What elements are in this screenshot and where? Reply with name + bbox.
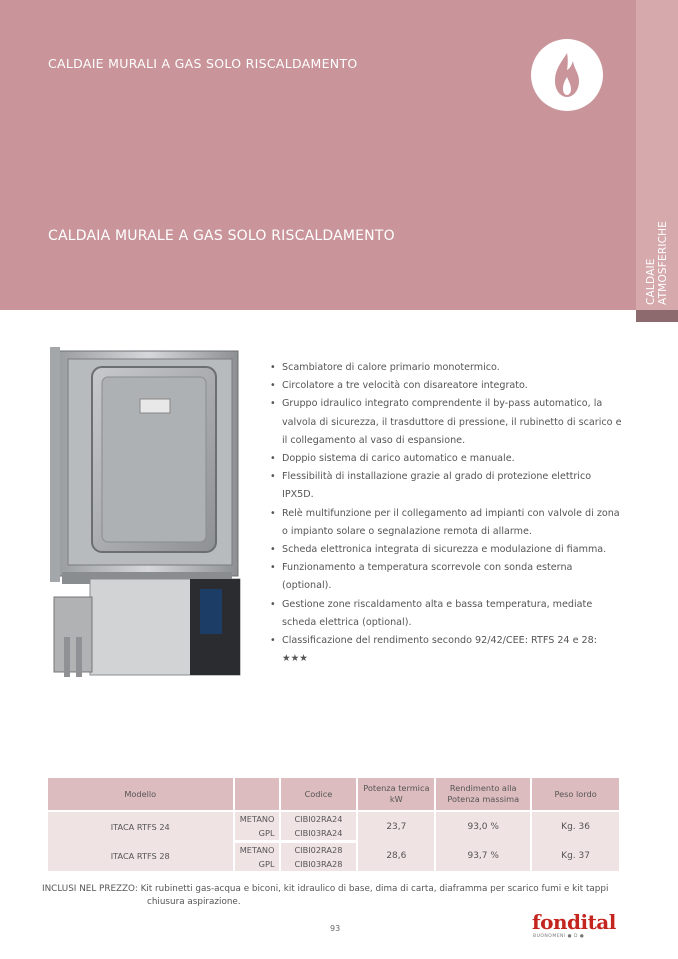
product-title: CALDAIA MURALE A GAS SOLO RISCALDAMENTO (48, 228, 395, 244)
brand-logo: fondital (532, 910, 616, 934)
brand-tagline: BUONOMENI ● D ● (533, 934, 585, 939)
power-cell: 28,6 (357, 842, 435, 872)
table-row (48, 842, 620, 858)
feature-item: • Classificazione del rendimento secondo 92/42/CEE: RTFS 24 e 28: ★★★ (268, 632, 624, 668)
feature-item: • Flessibilità di installazione grazie al grado di protezione elettrico IPX5D. (268, 468, 624, 504)
flame-badge (531, 39, 603, 111)
section-title: CALDAIE MURALI A GAS SOLO RISCALDAMENTO (48, 56, 358, 71)
footnote (42, 883, 622, 909)
code-cell: CIBI02RA24 (280, 811, 358, 826)
header-power: Potenza termica kW (357, 778, 435, 811)
header-model: Modello (48, 778, 234, 811)
feature-item: • Relè multifunzione per il collegamento ad impianti con valvole di zona o impianto solare o segnalazione remota di allarme. (268, 505, 624, 541)
efficiency-cell: 93,0 % (435, 811, 531, 842)
efficiency-cell: 93,7 % (435, 842, 531, 872)
table-row (48, 811, 620, 826)
header-code: Codice (280, 778, 358, 811)
feature-item: • Funzionamento a temperatura scorrevole con sonda esterna (optional). (268, 559, 624, 595)
page-number: 93 (330, 924, 341, 933)
flame-icon (531, 39, 603, 111)
fuel-cell: METANO (234, 811, 280, 826)
power-cell: 23,7 (357, 811, 435, 842)
footnote-line: chiusura aspirazione. (147, 897, 241, 907)
boiler-image (50, 347, 250, 677)
feature-item: • Scheda elettronica integrata di sicurezza e modulazione di fiamma. (268, 541, 624, 559)
weight-cell: Kg. 36 (531, 811, 620, 842)
code-cell: CIBI03RA28 (280, 857, 358, 871)
fuel-cell: METANO (234, 842, 280, 858)
fuel-cell: GPL (234, 826, 280, 842)
feature-item: • Gestione zone riscaldamento alta e bassa temperatura, mediate scheda elettrica (optional). (268, 596, 624, 632)
header-fuel (234, 778, 280, 811)
header-efficiency: Rendimento alla Potenza massima (435, 778, 531, 811)
specs-table (48, 778, 621, 871)
side-tab-accent (636, 310, 678, 322)
code-cell: CIBI03RA24 (280, 826, 358, 842)
feature-item: • Circolatore a tre velocità con disareatore integrato. (268, 377, 624, 395)
header-weight: Peso lordo (531, 778, 620, 811)
fuel-cell: GPL (234, 857, 280, 871)
model-cell: ITACA RTFS 28 (48, 842, 234, 872)
weight-cell: Kg. 37 (531, 842, 620, 872)
code-cell: CIBI02RA28 (280, 842, 358, 858)
table-header-row (48, 778, 620, 811)
model-cell: ITACA RTFS 24 (48, 811, 234, 842)
feature-item: • Gruppo idraulico integrato comprendente il by-pass automatico, la valvola di sicurezza, il trasduttore di pressione, il rubinetto di scarico e il collegamento al vaso di espansione. (268, 395, 624, 450)
side-tab-label: CALDAIE ATMOSFERICHE (645, 220, 669, 305)
feature-item: • Scambiatore di calore primario monotermico. (268, 359, 624, 377)
feature-item: • Doppio sistema di carico automatico e manuale. (268, 450, 624, 468)
footnote-line: INCLUSI NEL PREZZO: Kit rubinetti gas-acqua e biconi, kit idraulico di base, dima di carta, diaframma per scarico fumi e kit tappi (42, 884, 609, 894)
feature-list (268, 359, 624, 668)
